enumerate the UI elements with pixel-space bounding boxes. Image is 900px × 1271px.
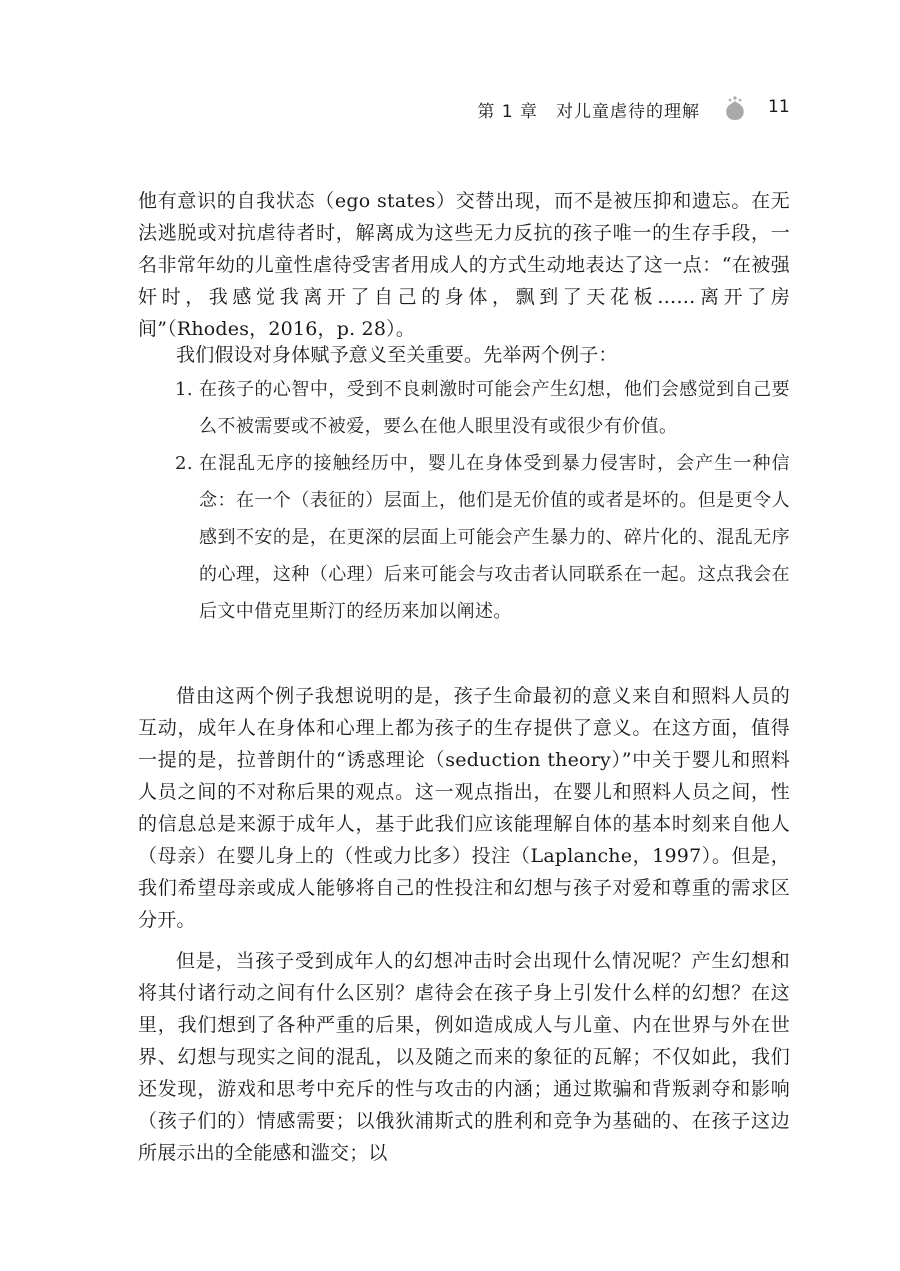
paragraph-fantasy-impact: 但是，当孩子受到成年人的幻想冲击时会出现什么情况呢？产生幻想和将其付诸行动之间有什么区别？虐待会在孩子身上引发什么样的幻想？在这里，我们想到了各种严重的后果，例如造成成人与儿童、内在世界与外在世界、幻想与现实之间的混乱，以及随之而来的象征的瓦解；不仅如此，我们还发现，游戏和思考中充斥的性与攻击的内涵；通过欺骗和背叛剥夺和影响（孩子们的）情感需要；以俄狄浦斯式的胜利和竞争为基础的、在孩子这边所展示出的全能感和滥交；以: [138, 950, 790, 1164]
leaf-drop-icon: [722, 95, 748, 121]
chapter-title: 第 1 章 对儿童虐待的理解: [477, 102, 700, 122]
list-number: 2.: [175, 453, 193, 474]
paragraph-seduction-theory: 借由这两个例子我想说明的是，孩子生命最初的意义来自和照料人员的互动，成年人在身体和心理上都为孩子的生存提供了意义。在这方面，值得一提的是，拉普朗什的“诱惑理论（seduction theory）”中关于婴儿和照料人员之间的不对称后果的观点。这一观点指出，在婴儿和照料人员之间，性的信息总是来源于成年人，基于此我们应该能理解自体的基本时刻来自他人（母亲）在婴儿身上的（性或力比多）投注（Laplanche，1997）。但是，我们希望母亲或成人能够将自己的性投注和幻想与孩子对爱和尊重的需求区分开。: [138, 685, 790, 931]
list-number: 1.: [175, 379, 193, 400]
examples-list: [175, 371, 790, 630]
list-item: [175, 445, 790, 630]
paragraph-intro-examples: 我们假设对身体赋予意义至关重要。先举两个例子：: [176, 344, 618, 366]
paragraph-continuation: 他有意识的自我状态（ego states）交替出现，而不是被压抑和遗忘。在无法逃脱或对抗虐待者时，解离成为这些无力反抗的孩子唯一的生存手段，一名非常年幼的儿童性虐待受害者用成人的方式生动地表达了这一点：“在被强奸时，我感觉我离开了自己的身体，飘到了天花板……离开了房间”（Rhodes，2016，p. 28）。: [138, 190, 790, 340]
list-item: [175, 371, 790, 445]
list-item-text: 在混乱无序的接触经历中，婴儿在身体受到暴力侵害时，会产生一种信念：在一个（表征的）层面上，他们是无价值的或者是坏的。但是更令人感到不安的是，在更深的层面上可能会产生暴力的、碎片化的、混乱无序的心理，这种（心理）后来可能会与攻击者认同联系在一起。这点我会在后文中借克里斯汀的经历来加以阐述。: [199, 453, 790, 622]
running-header: [0, 95, 900, 125]
page-number: 11: [768, 97, 790, 117]
list-item-text: 在孩子的心智中，受到不良刺激时可能会产生幻想，他们会感觉到自己要么不被需要或不被爱，要么在他人眼里没有或很少有价值。: [199, 379, 790, 437]
